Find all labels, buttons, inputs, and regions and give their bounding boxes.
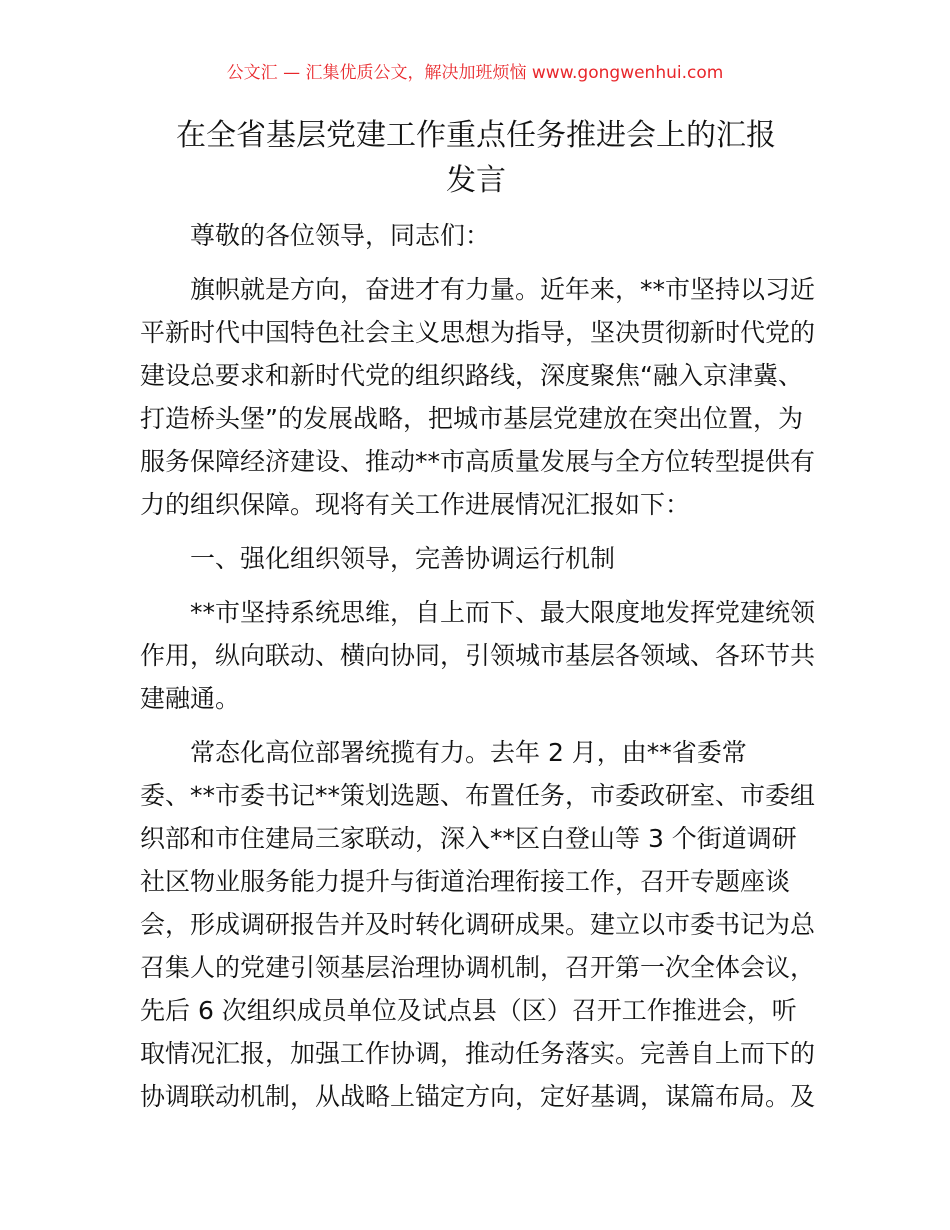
text-line: 尊敬的各位领导，同志们： (190, 221, 491, 250)
title-line: 发言 (446, 163, 506, 198)
text-line: 一、强化组织领导，完善协调运行机制 (190, 544, 616, 573)
paragraph (140, 591, 820, 720)
paragraph (140, 731, 820, 1118)
text-line: 作用，纵向联动、横向协同，引领城市基层各领域、各环节共 (140, 641, 816, 670)
text-line: 旗帜就是方向，奋进才有力量。近年来，**市坚持以习近 (190, 275, 816, 304)
section-heading (140, 537, 820, 580)
text-line: 会，形成调研报告并及时转化调研成果。建立以市委书记为总 (140, 910, 816, 939)
text-line: 平新时代中国特色社会主义思想为指导，坚决贯彻新时代党的 (140, 318, 816, 347)
text-line: 建设总要求和新时代党的组织路线，深度聚焦“融入京津冀、 (140, 361, 803, 390)
text-line: 取情况汇报，加强工作协调，推动任务落实。完善自上而下的 (140, 1039, 816, 1068)
text-line: 社区物业服务能力提升与街道治理衔接工作，召开专题座谈 (140, 867, 791, 896)
text-line: **市坚持系统思维，自上而下、最大限度地发挥党建统领 (190, 598, 816, 627)
text-line: 力的组织保障。现将有关工作进展情况汇报如下： (140, 490, 691, 519)
text-line: 协调联动机制，从战略上锚定方向，定好基调，谋篇布局。及 (140, 1082, 816, 1111)
paragraph (140, 214, 820, 257)
text-line: 先后 6 次组织成员单位及试点县（区）召开工作推进会，听 (140, 996, 797, 1025)
title-line: 在全省基层党建工作重点任务推进会上的汇报 (176, 118, 776, 153)
text-line: 委、**市委书记**策划选题、布置任务，市委政研室、市委组 (140, 781, 816, 810)
text-line: 建融通。 (140, 684, 241, 713)
text-line: 服务保障经济建设、推动**市高质量发展与全方位转型提供有 (140, 447, 816, 476)
text-line: 常态化高位部署统揽有力。去年 2 月，由**省委常 (190, 738, 747, 767)
text-line: 召集人的党建引领基层治理协调机制，召开第一次全体会议， (140, 953, 816, 982)
paragraph (140, 268, 820, 526)
watermark-header: 公文汇 — 汇集优质公文，解决加班烦恼 www.gongwenhui.com (226, 63, 724, 83)
document-title (140, 113, 812, 203)
text-line: 打造桥头堡”的发展战略，把城市基层党建放在突出位置，为 (140, 404, 803, 433)
text-line: 织部和市住建局三家联动，深入**区白登山等 3 个街道调研 (140, 824, 797, 853)
document-body (140, 214, 820, 1129)
